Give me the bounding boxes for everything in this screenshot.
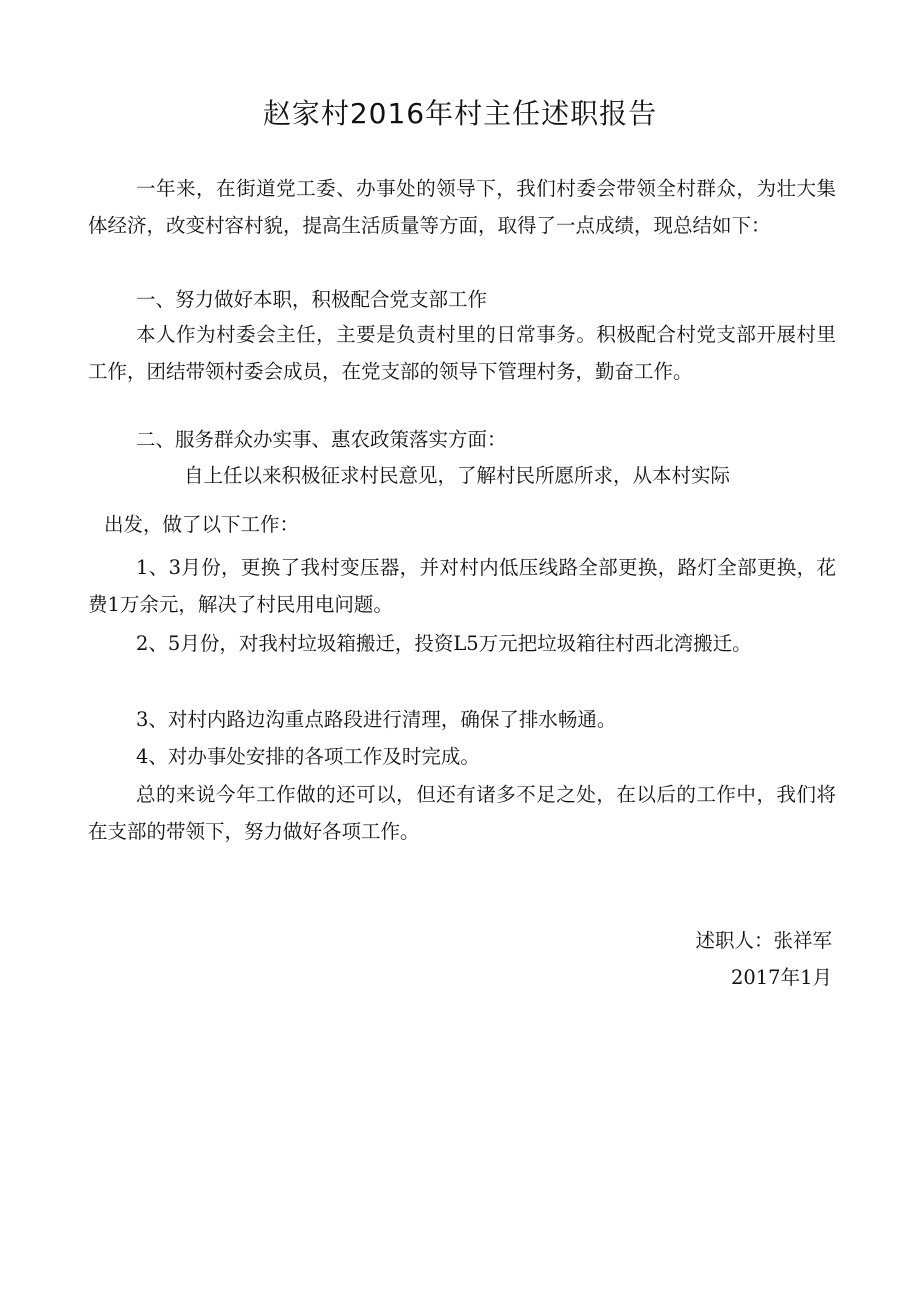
- list-item: 1、3月份，更换了我村变压器，并对村内低压线路全部更换，路灯全部更换，花费1万余元，解决了村民用电问题。: [88, 556, 836, 616]
- section1-heading: 一、努力做好本职，积极配合党支部工作: [136, 288, 488, 311]
- conclusion-paragraph: 总的来说今年工作做的还可以，但还有诸多不足之处，在以后的工作中，我们将在支部的带领下，努力做好各项工作。: [88, 783, 836, 843]
- intro-paragraph: 一年来，在街道党工委、办事处的领导下，我们村委会带领全村群众，为壮大集体经济，改变村容村貌，提高生活质量等方面，取得了一点成绩，现总结如下：: [88, 177, 836, 237]
- report-date: 2017年1月: [730, 966, 832, 989]
- list-item: 2、5月份，对我村垃圾箱搬迁，投资L5万元把垃圾箱往村西北湾搬迁。: [136, 632, 752, 655]
- section1-body: 本人作为村委会主任，主要是负责村里的日常事务。积极配合村党支部开展村里工作，团结带领村委会成员，在党支部的领导下管理村务，勤奋工作。: [88, 323, 836, 383]
- list-item: 4、对办事处安排的各项工作及时完成。: [136, 745, 480, 768]
- document-title: 赵家村2016年村主任述职报告: [262, 97, 658, 130]
- section2-body-line1: 自上任以来积极征求村民意见，了解村民所愿所求，从本村实际: [184, 464, 731, 487]
- section2-body-line2: 出发，做了以下工作：: [104, 513, 300, 536]
- signature: 述职人：张祥军: [695, 929, 832, 952]
- list-item: 3、对村内路边沟重点路段进行清理，确保了排水畅通。: [136, 708, 617, 731]
- section2-heading: 二、服务群众办实事、惠农政策落实方面：: [136, 428, 507, 451]
